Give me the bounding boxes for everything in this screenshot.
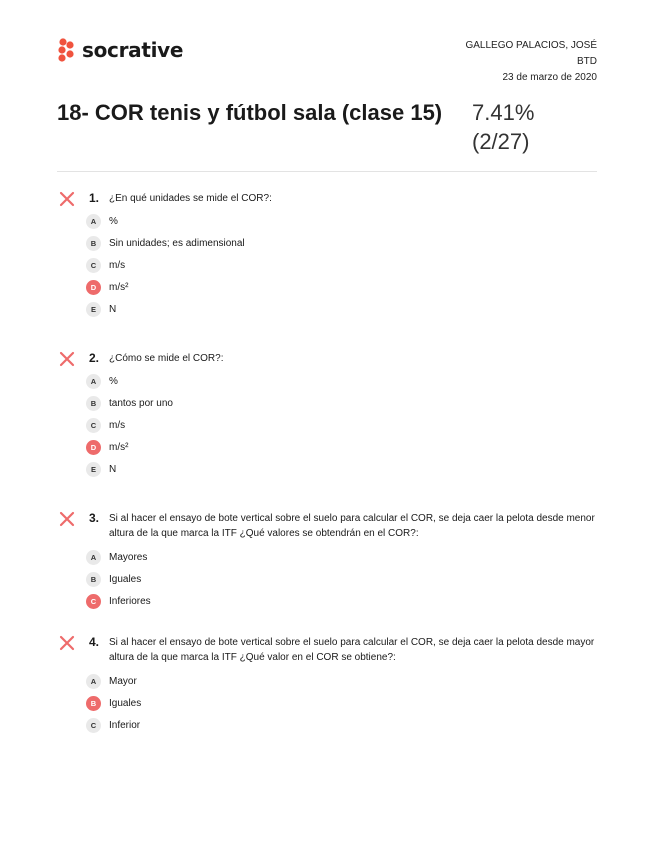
answer-text: Inferiores — [109, 595, 151, 607]
question-text: ¿Cómo se mide el COR?: — [109, 353, 224, 364]
answer-text: m/s² — [109, 281, 129, 293]
answer-option — [57, 714, 597, 736]
answer-letter: C — [86, 258, 101, 273]
answer-text: % — [109, 215, 118, 227]
header-divider — [57, 171, 597, 172]
question-number: 2. — [89, 351, 100, 365]
answer-option — [57, 670, 597, 692]
answer-option — [57, 298, 597, 320]
answer-option-highlighted — [57, 590, 597, 612]
x-icon — [59, 511, 75, 527]
answer-text: Mayor — [109, 675, 137, 687]
answer-letter: A — [86, 674, 101, 689]
score-count: (2/27) — [472, 129, 530, 154]
answer-text: Inferior — [109, 719, 141, 731]
answer-option-highlighted — [57, 436, 597, 458]
answer-letter: A — [86, 214, 101, 229]
answer-option — [57, 254, 597, 276]
answer-letter: A — [86, 374, 101, 389]
question-text: ¿En qué unidades se mide el COR?: — [109, 193, 272, 204]
answer-option — [57, 458, 597, 480]
score — [472, 98, 534, 156]
answer-option-highlighted — [57, 276, 597, 298]
answer-option — [57, 210, 597, 232]
x-icon — [59, 351, 75, 367]
answer-text: tantos por uno — [109, 397, 173, 409]
answer-letter: A — [86, 550, 101, 565]
answer-option — [57, 568, 597, 590]
answer-text: m/s — [109, 419, 126, 431]
student-info — [465, 38, 597, 86]
answer-letter: B — [86, 572, 101, 587]
question-2 — [57, 350, 597, 480]
answer-letter-highlighted: D — [86, 280, 101, 295]
socrative-logo — [57, 38, 183, 62]
question-4 — [57, 634, 597, 736]
answer-letter: C — [86, 718, 101, 733]
socrative-logo-icon — [57, 38, 77, 62]
answer-letter: E — [86, 302, 101, 317]
logo-wordmark: socrative — [82, 38, 184, 62]
answer-letter: E — [86, 462, 101, 477]
score-percent: 7.41% — [472, 100, 535, 125]
question-1 — [57, 190, 597, 320]
answer-letter-highlighted: D — [86, 440, 101, 455]
answer-text: N — [109, 463, 117, 475]
answer-text: % — [109, 375, 118, 387]
answer-letter: B — [86, 236, 101, 251]
question-number: 3. — [89, 511, 100, 525]
answer-letter-highlighted: C — [86, 594, 101, 609]
answer-option-highlighted — [57, 692, 597, 714]
quiz-title: 18- COR tenis y fútbol sala (clase 15) — [57, 100, 443, 125]
answer-option — [57, 392, 597, 414]
answer-option — [57, 546, 597, 568]
answer-text: Mayores — [109, 551, 148, 563]
question-text: Si al hacer el ensayo de bote vertical sobre el suelo para calcular el COR, se deja caer la pelota desde mayor altura de la que marca la ITF ¿Qué valor en el COR se obtiene?: — [109, 637, 595, 663]
answer-letter: B — [86, 396, 101, 411]
answer-text: N — [109, 303, 117, 315]
answer-text: m/s — [109, 259, 126, 271]
x-icon — [59, 191, 75, 207]
question-3 — [57, 510, 597, 612]
answer-letter: C — [86, 418, 101, 433]
answer-text: Iguales — [109, 697, 142, 709]
x-icon — [59, 635, 75, 651]
question-number: 4. — [89, 635, 100, 649]
answer-option — [57, 414, 597, 436]
answer-text: Iguales — [109, 573, 142, 585]
answer-option — [57, 370, 597, 392]
answer-letter-highlighted: B — [86, 696, 101, 711]
report-date: 23 de marzo de 2020 — [502, 72, 597, 83]
student-name: GALLEGO PALACIOS, JOSÉ — [465, 40, 597, 51]
question-number: 1. — [89, 191, 100, 205]
student-class: BTD — [577, 56, 597, 67]
answer-option — [57, 232, 597, 254]
answer-text: Sin unidades; es adimensional — [109, 237, 245, 249]
question-text: Si al hacer el ensayo de bote vertical sobre el suelo para calcular el COR, se deja caer la pelota desde menor altura de la que marca la ITF ¿Qué valores se obtendrán en el COR?: — [109, 513, 595, 539]
answer-text: m/s² — [109, 441, 129, 453]
